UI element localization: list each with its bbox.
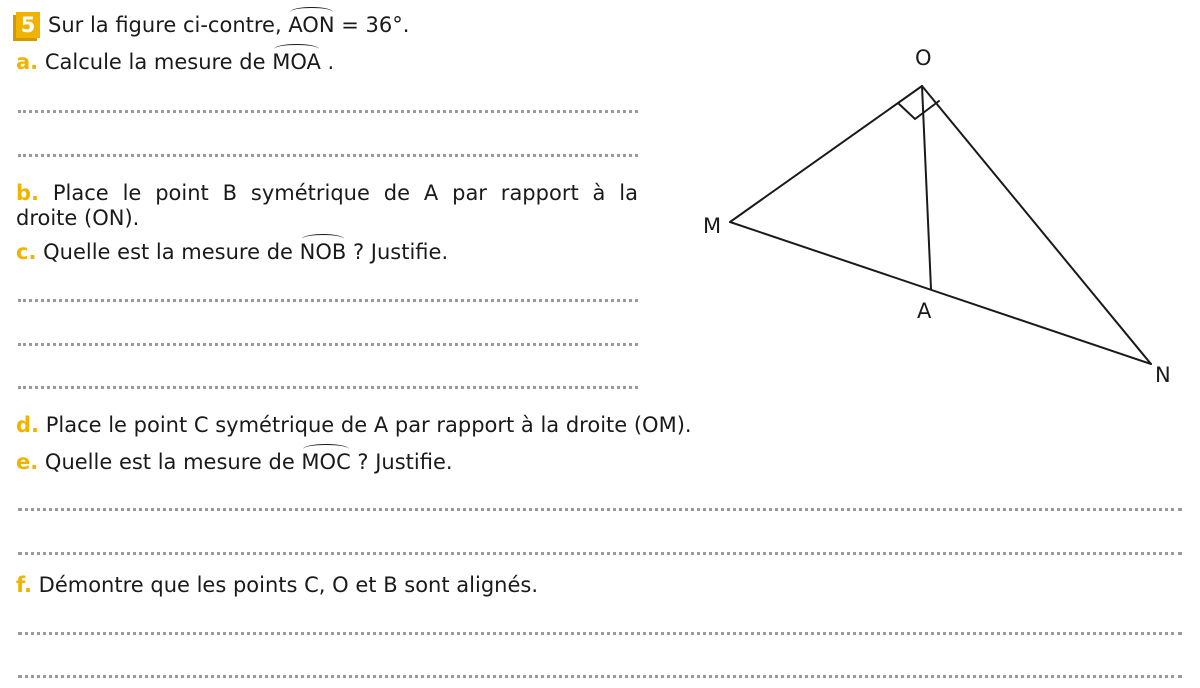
question-b-line1: Place le point B symétrique de A par rapport à la bbox=[52, 181, 638, 205]
intro-suffix: = 36°. bbox=[334, 13, 410, 37]
question-letter-b: b. bbox=[16, 181, 40, 205]
point-label-o: O bbox=[915, 46, 932, 70]
question-b-line2: droite (ON). bbox=[16, 206, 140, 230]
angle-nob: NOB bbox=[299, 240, 347, 264]
segment-oa bbox=[922, 86, 931, 289]
question-a-text: Calcule la mesure de bbox=[44, 50, 273, 74]
question-e-after: ? Justifie. bbox=[350, 450, 453, 474]
segment-mn bbox=[730, 222, 1151, 364]
point-label-n: N bbox=[1155, 363, 1171, 387]
segment-on bbox=[922, 86, 1151, 364]
exercise-number-badge: 5 bbox=[16, 12, 40, 38]
question-letter-e: e. bbox=[16, 450, 39, 474]
question-d-text: Place le point C symétrique de A par rapport à la droite (OM). bbox=[45, 413, 692, 437]
question-a-after: . bbox=[320, 50, 335, 74]
point-label-a: A bbox=[917, 299, 932, 323]
question-letter-c: c. bbox=[16, 240, 37, 264]
question-f-text: Démontre que les points C, O et B sont alignés. bbox=[38, 573, 538, 597]
intro-prefix: Sur la figure ci-contre, bbox=[48, 13, 289, 37]
question-letter-a: a. bbox=[16, 50, 39, 74]
question-c-text: Quelle est la mesure de bbox=[43, 240, 300, 264]
angle-moa: MOA bbox=[272, 50, 321, 74]
question-c-after: ? Justifie. bbox=[346, 240, 449, 264]
angle-aon: AON bbox=[288, 13, 335, 37]
question-e-text: Quelle est la mesure de bbox=[44, 450, 302, 474]
angle-moc: MOC bbox=[301, 450, 351, 474]
point-label-m: M bbox=[703, 214, 722, 238]
question-letter-d: d. bbox=[16, 413, 40, 437]
segment-mo bbox=[730, 86, 922, 222]
right-angle-marker bbox=[898, 101, 939, 119]
question-letter-f: f. bbox=[16, 573, 32, 597]
